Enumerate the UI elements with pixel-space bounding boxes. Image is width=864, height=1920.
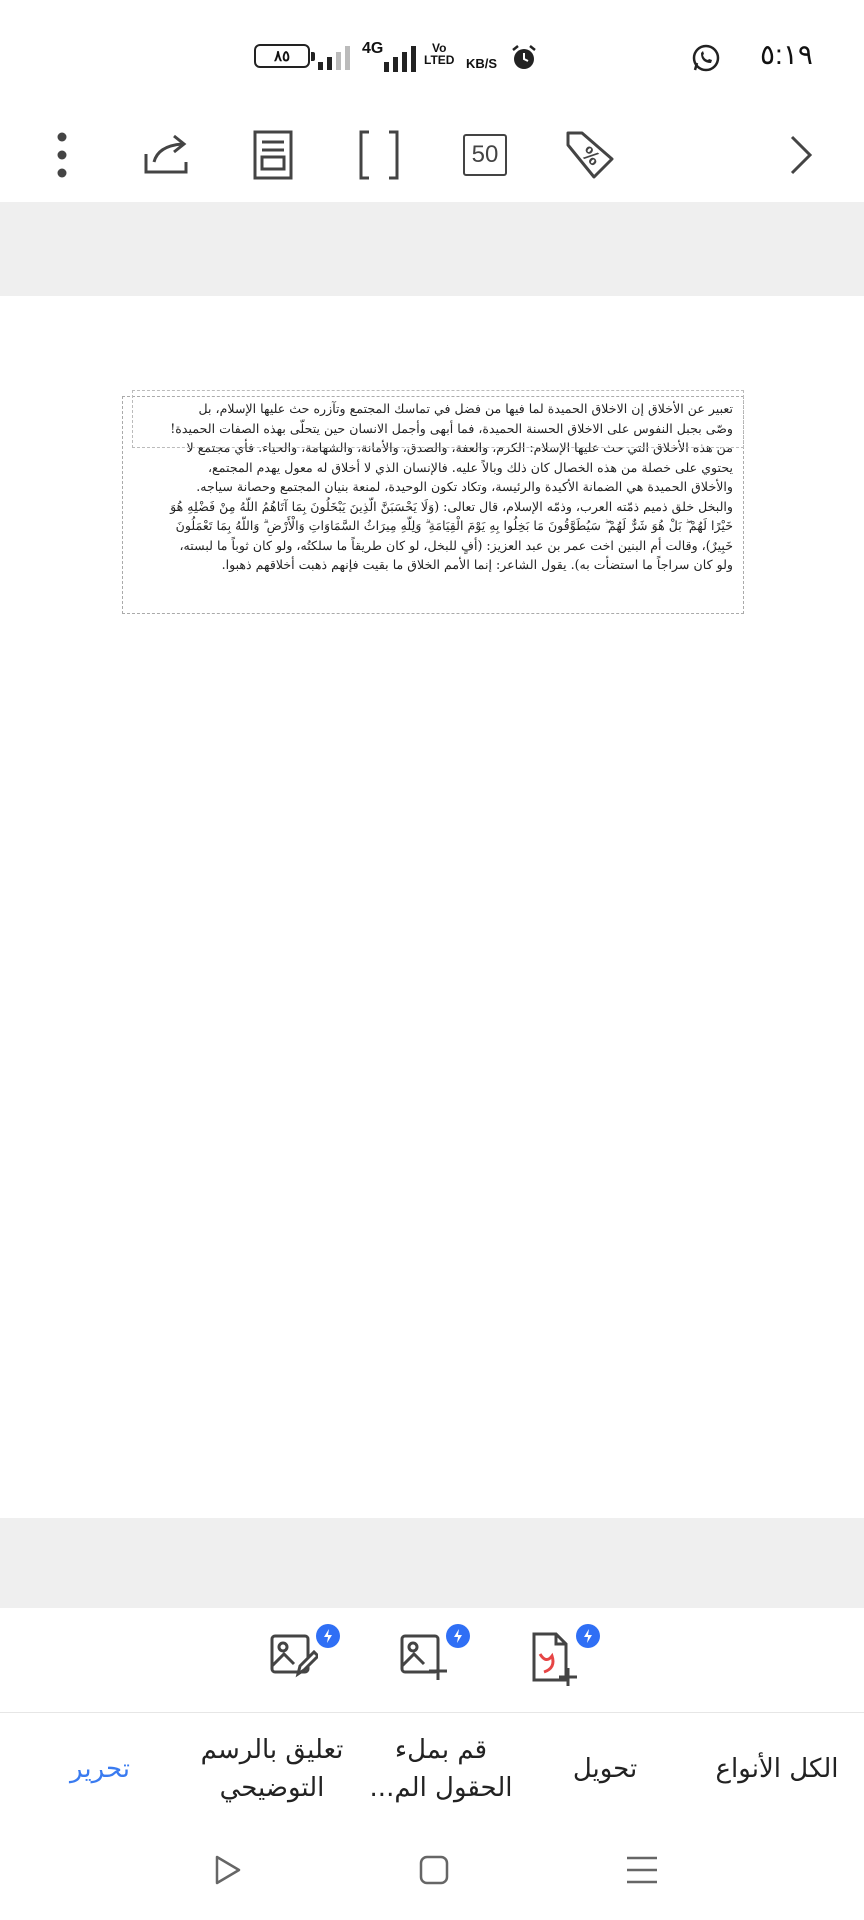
tab-convert-label: تحويل [572, 1754, 638, 1784]
bottom-nav [0, 1713, 864, 1825]
text-line: خَيْرًا لَهُمْ ۖ بَلْ هُوَ شَرٌّ لَهُمْ ۖ سَيُطَوَّقُونَ مَا بَخِلُوا بِهِ يَوْمَ الْقِيَامَةِ ۗ وَلِلَّهِ مِيرَاثُ السَّمَاوَاتِ وَالْأَرْضِ ۗ وَاللَّهُ بِمَا تَعْمَلُونَ [175, 518, 733, 533]
text-line: والأخلاق الحميدة هي الضمانة الأكيدة والرئيسة، وتكاد تكون الوحيدة، لمنعة بنيان المجتمع وحصانة سياجه. [196, 479, 733, 494]
clock: ٥:١٩ [760, 39, 813, 70]
fullscreen-icon[interactable] [344, 120, 414, 190]
price-tag-icon[interactable] [555, 120, 625, 190]
premium-badge-icon [446, 1624, 470, 1648]
tab-annotate-label-1: تعليق بالرسم [200, 1735, 344, 1765]
status-bar [0, 0, 864, 110]
tab-annotate[interactable] [192, 1713, 352, 1825]
zoom-icon[interactable] [450, 120, 520, 190]
chevron-right-icon[interactable] [766, 120, 836, 190]
tab-fill-fields-label-1: قم بملء [394, 1735, 488, 1765]
add-image-icon[interactable] [398, 1630, 458, 1690]
text-line: والبخل خلق ذميم ذمّته العرب، وذمّه الإسلام، قال تعالى: (وَلَا يَحْسَبَنَّ الَّذِينَ يَبْخَلُونَ بِمَا آتَاهُمُ اللَّهُ مِنْ فَضْلِهِ هُوَ [170, 498, 733, 514]
text-line: خَبِيرٌ)، وقالت أم البنين اخت عمر بن عبد العزيز: (أفٍ للبخل، لو كان طريقاً ما سلكتُه، ولو كان ثوباً ما لبسته، [179, 537, 733, 553]
text-block[interactable] [122, 396, 744, 614]
text-line: ولو كان سراجاً ما استضأت به). يقول الشاعر: إنما الأمم الخلاق ما بقيت فإنهم ذهبت أخلاقهم ذهبوا. [221, 557, 733, 572]
add-document-icon[interactable] [528, 1630, 588, 1690]
tab-fill-fields-label-2: الحقول الم... [369, 1773, 513, 1803]
text-line: يحتوي على خصلة من هذه الخصال كان ذلك وبالاً عليه. فالإنسان الذي لا أخلاق له معول يهدم المجتمع، [207, 459, 733, 475]
network-speed-unit: KB/S [466, 56, 498, 71]
edit-image-icon[interactable] [268, 1630, 328, 1690]
bottom-tools-bar [0, 1608, 864, 1712]
zoom-value: 50 [463, 134, 507, 176]
signal-strength-2-icon [384, 46, 416, 72]
share-icon[interactable] [132, 120, 202, 190]
tab-all-types[interactable] [692, 1713, 862, 1825]
more-vertical-icon[interactable] [27, 120, 97, 190]
tab-fill-fields[interactable] [366, 1713, 516, 1825]
signal-strength-1-icon [318, 46, 350, 70]
back-icon[interactable] [198, 1845, 258, 1895]
document-page[interactable] [0, 296, 864, 1518]
svg-text:%: % [576, 142, 604, 171]
whatsapp-icon [690, 42, 722, 79]
page-layout-icon[interactable] [238, 120, 308, 190]
tab-convert[interactable] [540, 1713, 670, 1825]
menu-icon[interactable] [612, 1845, 672, 1895]
tab-edit[interactable] [30, 1713, 170, 1825]
tab-edit-label: تحرير [70, 1754, 130, 1784]
system-navigation-bar [0, 1825, 864, 1920]
volte-line-1: Vo [432, 41, 447, 55]
premium-badge-icon [316, 1624, 340, 1648]
home-icon[interactable] [404, 1845, 464, 1895]
battery-indicator [254, 44, 310, 68]
tab-annotate-label-2: التوضيحي [219, 1773, 325, 1803]
battery-level: ٨٥ [273, 48, 291, 65]
alarm-icon [510, 44, 538, 77]
premium-badge-icon [576, 1624, 600, 1648]
volte-indicator [424, 42, 454, 66]
volte-line-2: LTED [424, 53, 455, 67]
tab-all-types-label: الكل الأنواع [715, 1754, 839, 1784]
text-line: من هذه الأخلاق التي حث عليها الإسلام: الكرم، والعفة، والصدق، والأمانة، والشهامة، والحياء. فأي مجتمع لا [186, 440, 733, 455]
document-margin-top [0, 202, 864, 296]
text-line: وصّى بجبل النفوس على الاخلاق الحسنة الحميدة، فما أبهى وأجمل الانسان حين يتحلّى بهذه الصفات الحميدة! [170, 420, 733, 436]
document-margin-bottom [0, 1518, 864, 1608]
top-toolbar [0, 110, 864, 202]
text-line: تعبير عن الأخلاق إن الاخلاق الحميدة لما فيها من فضل في تماسك المجتمع وتآزره حث عليها الإسلام، بل [198, 401, 733, 416]
network-type: 4G [362, 40, 384, 57]
